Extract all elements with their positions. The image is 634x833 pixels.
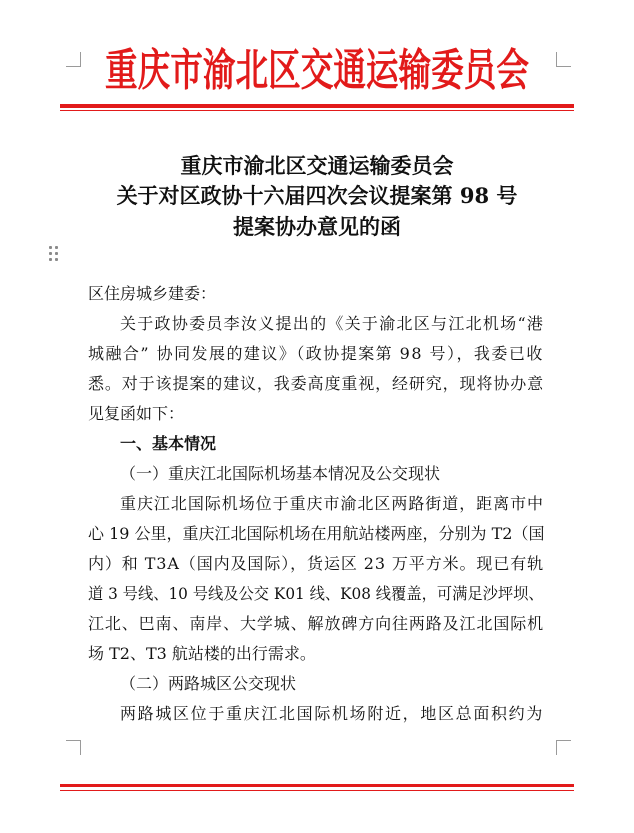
letterhead-rule-thick <box>60 104 574 108</box>
body-line: 内）和 T3A（国内及国际），货运区 23 万平方米。现已有轨 <box>88 554 545 573</box>
recipient: 区住房城乡建委： <box>88 284 217 303</box>
letterhead-title: 重庆市渝北区交通运输委员会 <box>104 45 530 96</box>
document-title-line-2: 关于对区政协十六届四次会议提案第 98 号 <box>116 183 518 208</box>
body-line: 两路城区位于重庆江北国际机场附近，地区总面积约为 <box>120 704 545 723</box>
footer-rule-thin <box>60 790 574 791</box>
crop-mark-top-left <box>66 52 81 67</box>
document-title-line-3: 提案协办意见的函 <box>233 214 401 239</box>
body-line: 场 T2、T3 航站楼的出行需求。 <box>88 644 316 663</box>
letterhead-rule-thin <box>60 110 574 111</box>
body-line: 心 19 公里，重庆江北国际机场在用航站楼两座，分别为 T2（国 <box>88 524 545 543</box>
crop-mark-top-right <box>556 52 571 67</box>
intro-line: 城融合” 协同发展的建议》（政协提案第 98 号），我委已收 <box>88 344 544 363</box>
intro-line: 关于政协委员李汝义提出的《关于渝北区与江北机场“港 <box>120 314 545 333</box>
intro-line: 见复函如下： <box>88 404 185 423</box>
body-line: 江北、巴南、南岸、大学城、解放碑方向往两路及江北国际机 <box>88 614 545 633</box>
drag-handle-icon[interactable] <box>49 246 59 262</box>
document-title-line-1: 重庆市渝北区交通运输委员会 <box>180 153 454 178</box>
body-line: 道 3 号线、10 号线及公交 K01 线、K08 线覆盖，可满足沙坪坝、 <box>88 584 544 603</box>
subsection-heading: （二）两路城区公交现状 <box>120 674 297 693</box>
crop-mark-bottom-right <box>556 740 571 755</box>
footer-rule-thick <box>60 784 574 787</box>
intro-line: 悉。对于该提案的建议，我委高度重视，经研究，现将协办意 <box>88 374 545 393</box>
crop-mark-bottom-left <box>66 740 81 755</box>
body-line: 重庆江北国际机场位于重庆市渝北区两路街道，距离市中 <box>120 494 545 513</box>
section-heading: 一、基本情况 <box>120 434 217 453</box>
subsection-heading: （一）重庆江北国际机场基本情况及公交现状 <box>120 464 441 483</box>
